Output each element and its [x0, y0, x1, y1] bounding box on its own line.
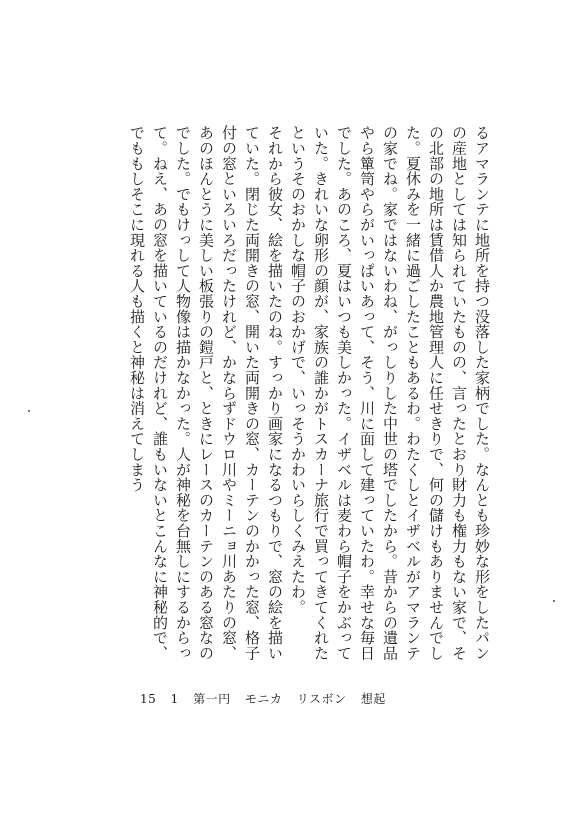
subtitle: 想起: [360, 692, 386, 706]
paragraph-1: るアマランテに地所を持つ没落した家柄でした。なんとも珍妙な形をしたパンの産地としては知られていたものの、言ったとおり財力も権力もない家で、その北部の地所は賃借人か農地管理人に任せきりで、何の儲けもありませんでした。夏休みを一緒に過ごしたこともあるわ。わたくしとイザベルがアマランテの家でね。家ではないわね、がっしりした中世の塔でしたから。昔からの遺品やら簞笥やらがいっぱいあって、そう、川に面して建っていたわ。幸せな毎日でした。あのころ、夏はいつも美しかった。イザベルは麦わら帽子をかぶっていた。きれいな卵形の顔が、家族の誰かがトスカーナ旅行で買ってきてくれたというそのおかしな帽子のおかげで、いっそうかわいらしくみえたわ。: [289, 125, 491, 661]
vertical-text-block: [128, 125, 493, 665]
page-number: 15: [140, 692, 157, 706]
chapter-number: 1: [170, 692, 179, 706]
scan-speck: [28, 410, 30, 412]
chapter-title: 第一円: [193, 692, 231, 706]
section-name: モニカ: [244, 692, 283, 706]
place-name: リスボン: [296, 692, 347, 706]
page-footer: [140, 690, 396, 707]
paragraph-2: それから彼女、絵を描いたのね。すっかり画家になるつもりで、窓の絵を描いていた。閉じた両開きの窓、開いた両開きの窓、カーテンのかかった窓、格子付の窓といろいろだったけれど、かならずドウロ川やミーニョ川あたりの窓、あのほんとうに美しい板張りの鎧戸と、ときにレースのカーテンのある窓なのでした。でもけっして人物像は描かなかった。人が神秘を台無しにするからって。ねえ、あの窓を描いているのだけれど、誰もいないとこんなに神秘的で、でももしそこに現れる人も描くと神秘は消えてしまう: [128, 125, 284, 661]
scan-speck: [553, 600, 555, 602]
